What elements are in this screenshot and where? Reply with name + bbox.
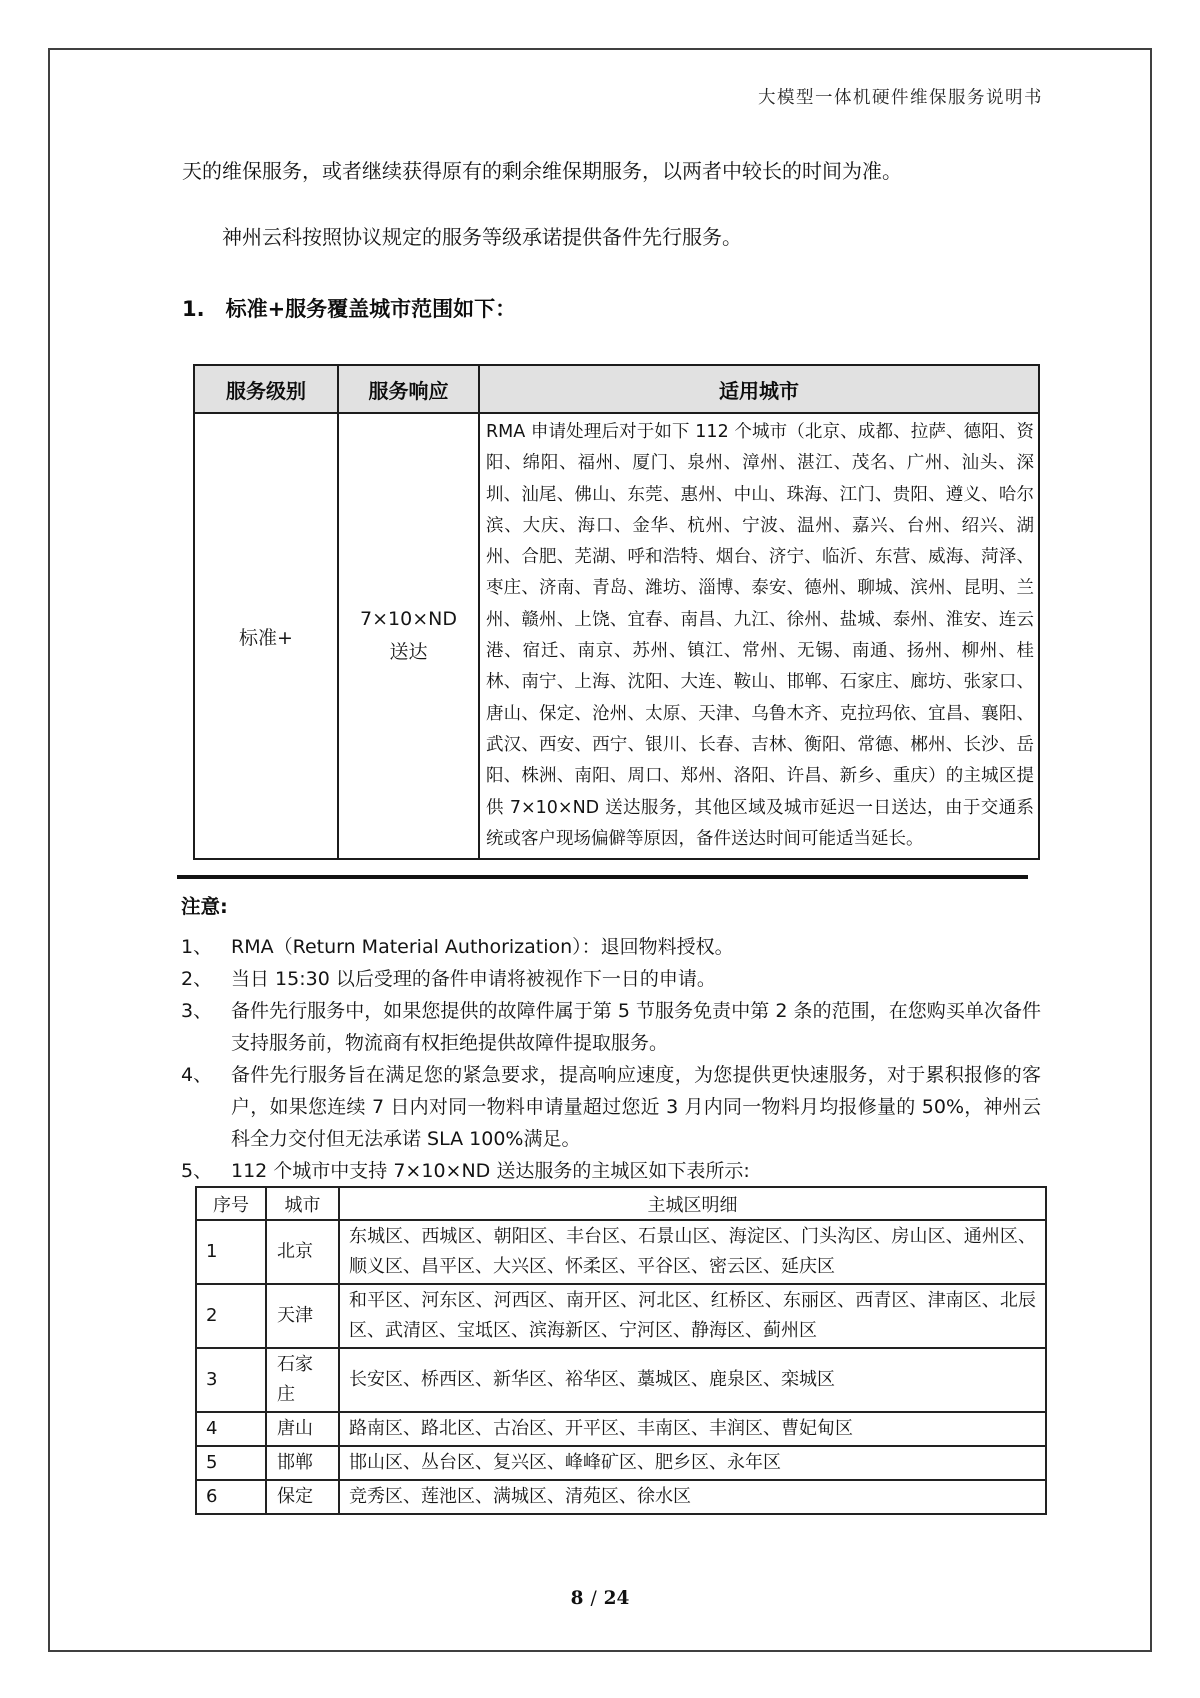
notes-list: [181, 931, 1041, 1187]
district-table-row: [196, 1480, 1046, 1514]
cell-districts: 和平区、河东区、河西区、南开区、河北区、红桥区、东丽区、西青区、津南区、北辰区、武清区、宝坻区、滨海新区、宁河区、静海区、蓟州区: [339, 1284, 1046, 1348]
cell-seq: 6: [196, 1480, 266, 1514]
service-coverage-table: [193, 364, 1040, 860]
note-text: 备件先行服务中，如果您提供的故障件属于第 5 节服务免责中第 2 条的范围，在您购买单次备件支持服务前，物流商有权拒绝提供故障件提取服务。: [231, 1000, 1041, 1054]
note-item: [181, 1155, 1041, 1187]
footer-page-current: 8: [570, 1588, 584, 1609]
cell-city: 北京: [266, 1220, 339, 1284]
body-paragraph-indented: 神州云科按照协议规定的服务等级承诺提供备件先行服务。: [222, 225, 742, 249]
cell-city: 唐山: [266, 1412, 339, 1446]
district-table-row: [196, 1220, 1046, 1284]
cell-seq: 4: [196, 1412, 266, 1446]
col-header-city: 城市: [266, 1187, 339, 1220]
col-header-applicable-cities: 适用城市: [479, 365, 1039, 413]
note-item: [181, 995, 1041, 1059]
service-response-line1: 7×10×ND: [360, 608, 457, 631]
note-number: 5、: [181, 1160, 213, 1182]
cell-service-level: 标准+: [194, 413, 338, 859]
footer-page-separator: /: [590, 1588, 597, 1609]
cell-service-response: [338, 413, 479, 859]
note-number: 3、: [181, 1000, 213, 1022]
district-table-header-row: [196, 1187, 1046, 1220]
district-table-row: [196, 1284, 1046, 1348]
note-item: [181, 931, 1041, 963]
district-table-row: [196, 1412, 1046, 1446]
note-number: 2、: [181, 968, 213, 990]
col-header-districts: 主城区明细: [339, 1187, 1046, 1220]
cell-applicable-cities: RMA 申请处理后对于如下 112 个城市（北京、成都、拉萨、德阳、资阳、绵阳、福州、厦门、泉州、漳州、湛江、茂名、广州、汕头、深圳、汕尾、佛山、东莞、惠州、中山、珠海、江门、贵阳、遵义、哈尔滨、大庆、海口、金华、杭州、宁波、温州、嘉兴、台州、绍兴、湖州、合肥、芜湖、呼和浩特、烟台、济宁、临沂、东营、威海、菏泽、枣庄、济南、青岛、潍坊、淄博、泰安、德州、聊城、滨州、昆明、兰州、赣州、上饶、宜春、南昌、九江、徐州、盐城、泰州、淮安、连云港、宿迁、南京、苏州、镇江、常州、无锡、南通、扬州、柳州、桂林、南宁、上海、沈阳、大连、鞍山、邯郸、石家庄、廊坊、张家口、唐山、保定、沧州、太原、天津、乌鲁木齐、克拉玛依、宜昌、襄阳、武汉、西安、西宁、银川、长春、吉林、衡阳、常德、郴州、长沙、岳阳、株洲、南阳、周口、郑州、洛阳、许昌、新乡、重庆）的主城区提供 7×10×ND 送达服务，其他区域及城市延迟一日送达，由于交通系统或客户现场偏僻等原因，备件送达时间可能适当延长。: [479, 413, 1039, 859]
cell-seq: 3: [196, 1348, 266, 1412]
note-text: RMA（Return Material Authorization）：退回物料授权。: [231, 936, 734, 958]
col-header-service-level: 服务级别: [194, 365, 338, 413]
cell-city: 保定: [266, 1480, 339, 1514]
note-number: 1、: [181, 936, 213, 958]
note-text: 当日 15:30 以后受理的备件申请将被视作下一日的申请。: [231, 968, 716, 990]
cell-city: 邯郸: [266, 1446, 339, 1480]
col-header-service-response: 服务响应: [338, 365, 479, 413]
cell-districts: 邯山区、丛台区、复兴区、峰峰矿区、肥乡区、永年区: [339, 1446, 1046, 1480]
body-paragraph-continuation: 天的维保服务，或者继续获得原有的剩余维保期服务，以两者中较长的时间为准。: [182, 159, 902, 183]
cell-districts: 路南区、路北区、古冶区、开平区、丰南区、丰润区、曹妃甸区: [339, 1412, 1046, 1446]
service-response-line2: 送达: [389, 641, 428, 664]
cell-seq: 2: [196, 1284, 266, 1348]
document-header-title: 大模型一体机硬件维保服务说明书: [758, 88, 1043, 108]
service-table-row: [194, 413, 1039, 859]
col-header-seq: 序号: [196, 1187, 266, 1220]
note-item: [181, 963, 1041, 995]
district-table: [195, 1186, 1047, 1515]
service-table-header-row: [194, 365, 1039, 413]
note-item: [181, 1059, 1041, 1155]
note-number: 4、: [181, 1064, 213, 1086]
cell-districts: 竞秀区、莲池区、满城区、清苑区、徐水区: [339, 1480, 1046, 1514]
cell-seq: 5: [196, 1446, 266, 1480]
cell-districts: 东城区、西城区、朝阳区、丰台区、石景山区、海淀区、门头沟区、房山区、通州区、顺义区、昌平区、大兴区、怀柔区、平谷区、密云区、延庆区: [339, 1220, 1046, 1284]
cell-city: 天津: [266, 1284, 339, 1348]
section-divider-rule: [177, 875, 1028, 879]
page-footer: [0, 1588, 1200, 1609]
notes-heading: 注意:: [181, 895, 228, 918]
cell-districts: 长安区、桥西区、新华区、裕华区、藁城区、鹿泉区、栾城区: [339, 1348, 1046, 1412]
note-text: 备件先行服务旨在满足您的紧急要求，提高响应速度，为您提供更快速服务，对于累积报修的客户，如果您连续 7 日内对同一物料申请量超过您近 3 月内同一物料月均报修量的 50%，神州云科全力交付但无法承诺 SLA 100%满足。: [231, 1064, 1041, 1150]
cell-seq: 1: [196, 1220, 266, 1284]
district-table-row: [196, 1446, 1046, 1480]
section-heading: 1. 标准+服务覆盖城市范围如下：: [182, 297, 517, 321]
district-table-row: [196, 1348, 1046, 1412]
cell-city: 石家庄: [266, 1348, 339, 1412]
note-text: 112 个城市中支持 7×10×ND 送达服务的主城区如下表所示:: [231, 1160, 750, 1182]
footer-page-total: 24: [603, 1588, 630, 1609]
